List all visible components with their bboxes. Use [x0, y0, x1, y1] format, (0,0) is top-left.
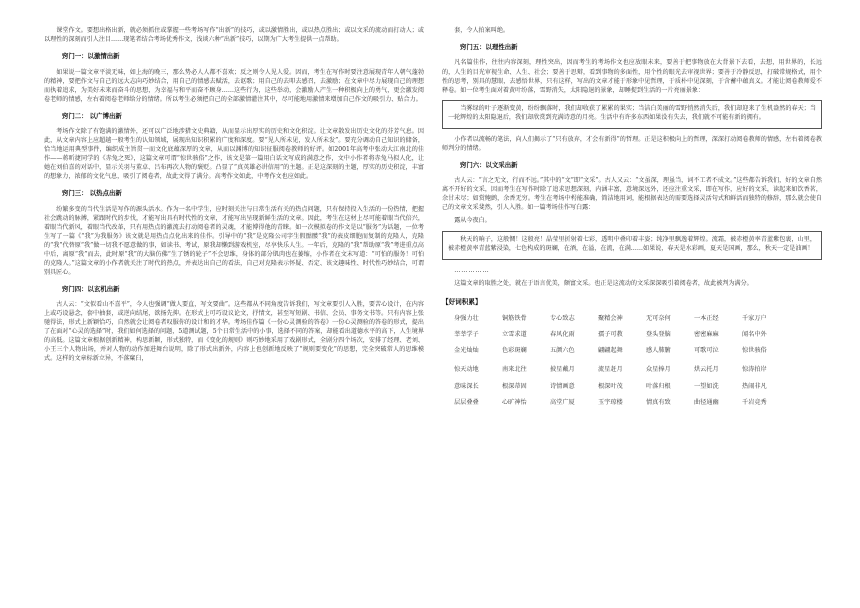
section-heading: 窍门六：以文采出新 [460, 160, 518, 169]
vocab-row [454, 314, 822, 323]
vocab-word: 南来北往 [502, 366, 527, 374]
section-heading: 窍门四：以玄机出新 [62, 284, 120, 293]
section-heading: 窍门一：以激情出新 [62, 52, 120, 61]
vocab-word: 一望如洗 [694, 382, 719, 390]
vocab-word: 根深蒂固 [502, 382, 527, 390]
vocab-word: 叶落归根 [646, 382, 671, 390]
vocab-word: 身强力壮 [454, 314, 479, 322]
vocab-list [442, 314, 822, 407]
body-paragraph: 这篇文章的取胜之处，就在于语言优美，颇富文采。也正是这流动的文采深深吸引着阅卷者，故此被判为满分。 [454, 280, 753, 288]
vocab-word: 春风化雨 [550, 331, 575, 339]
vocab-word: 孺子可教 [598, 331, 623, 339]
vocab-word: 感人肺腑 [646, 347, 671, 355]
vocab-word: 立雪求道 [502, 331, 527, 339]
vocab-word: 专心致志 [550, 314, 575, 322]
vocab-word: 诗情画意 [550, 382, 575, 390]
section-heading: 窍门五：以理性出新 [460, 43, 518, 52]
left-column [44, 26, 424, 367]
vocab-word: 披星戴月 [550, 366, 575, 374]
vocab-word: 闻名中外 [742, 331, 767, 339]
right-column [442, 26, 822, 414]
body-paragraph: 小作者以流畅的笔法，向人们揭示了“只有放弃，才会有新得”的哲理。正是这积极向上的哲理，深深打动阅卷教师的情感，左右着阅卷教师判分的情绪。 [442, 135, 822, 152]
vocab-word: 曲径通幽 [694, 398, 719, 406]
vocab-row [454, 398, 822, 407]
vocab-word: 铜筋铁骨 [502, 314, 527, 322]
vocab-word: 五颜六色 [550, 347, 575, 355]
vocab-word: 登头登脑 [646, 331, 671, 339]
quote-paragraph: 当雾绿的叶子逐渐变黄，纷纷飘落时，我们却收获了累累的果实；当洁白美丽的雪野悄然消失后，我们却迎来了生机盎然的春天；当一轮辉煌的太阳隐退后，我们却欣赏到充满诗意的月亮。生活中有许多东西如果没有失去，我们就不可能有新的拥有。 [448, 104, 816, 121]
vocab-word: 色彩斑斓 [502, 347, 527, 355]
body-paragraph: 古人云：“言之无文，行而不远。”其中的“文”即“文采”。古人又云：“文虽深，理虽当，词不工者不成文。”这些都告诉我们，好的文章自然离不开好的文采，因而考生在写作时除了追求思想深刻，内涵丰富，意境深远外，还应注重文采，即在写作，应好的文采，读起来如饮香茗，余甘未尽；如赏鲍鹧，余香无穷。考生在考场中枵能准确，简洁地用词，能根据表达的需要选择灵活句式和鲜活而独特的修辞，那么就会使自己的文章文采斐然，引人入胜。如一篇考场佳作写白露： [442, 177, 822, 212]
vocab-word: 热闹非凡 [742, 382, 767, 390]
vocab-word: 根深叶茂 [598, 382, 623, 390]
body-paragraph: 纷繁多变的当代生活是写作的源头活水。作为一名中学生，应时刻关注与日常生活有关的热点问题，只有保持投入生活的一份热情，把握社会跳动的脉搏，紧跟时代的步伐，才能写出具有时代性的文章，才能写出呈现新鲜生活的文章。因此，考生在这材上尽可能着眼当代倍兴，着眼当代新风，着眼当代改革，只有用热点的激流去打动阅卷者的灵魂，才能博得他的青睐。如一次模拟卷的作文是以“服务”为话题，一位考生写了一篇《“我”为我服务》该文就是用热点点化出来的佳作。引导中的“我”是克隆公司字生假骷髅“我”的表皮细胞而复制的克隆人，克隆的“我”代替原“我”做一切我不愿意做的事，如读书、考试，原我却懒到游戏机室，尽享快乐人生。一年后，克隆的“我”帮助原“我”考进重点高中后，离原“我”而去，此时原“我”的大脑仿佛“生了锈的轮子”不会思维，身体的部分肌肉也在萎缩，小作者在文末写道：“可怕的服务！可怕的克隆人。”这篇文章的小作者就关注了时代的热点，并表达出自己的看法，自己对克隆表示怀疑、否定、该文趣味性、时代性巧妙结合，可谓别具匠心。 [44, 205, 424, 276]
body-paragraph: 考场作文除了有饱满的激情外，还可以广泛地涉猎文史典籍，从而显示出厚实的历史和文化积淀。让文章散发出历史文化的芬芳气息。因此，从文章内容上应超越一般考生的认知领域，展现出知识积累的广度和深度。要“见人所未见，发人所未发”。要充分调动自己知识的储备，恰当地运用典型事件，编织成主旨贯一而文化底蕴深厚的文章，从而以渊博的知识征服阅卷教师的好评。如2001年高考中张动大江南北的佳作——蒋昕捷同学的《赤兔之死》，这篇文章可谓“惊世骇俗”之作，该文是第一篇用白话文写成的满意之作，文中小作者将赤兔马拟人化，让她在刘伯喜的对话中，显示关羽与董卓、吕布再次人物的褒贬。凸显了“真英雄必讲信用”的主题。正是这深刻的主题，厚实的历史积淀，丰富的想象力，浓郁的文化气息，吸引了阅卷者，故此文得了满分。高考作文如此，中考作文也应如此。 [44, 128, 424, 181]
vocab-row [454, 365, 822, 374]
continuation-text: 套，令人拍案叫绝。 [454, 27, 510, 34]
vocab-row [454, 346, 822, 355]
vocab-word: 聚精会神 [598, 314, 623, 322]
vocab-word: 情真有致 [646, 398, 671, 406]
vocab-word: 意味深长 [454, 382, 479, 390]
vocab-word: 密密麻麻 [694, 331, 719, 339]
vocab-word: 千家万户 [742, 314, 767, 322]
body-paragraph: 古人云：“文似看山不喜平”，今人也强调“做人要直，写文要曲”。这些都从不同角度告诉我们，写文章要引人入胜，要苦心设计，在内容上或巧设悬念，套中抽套，或逆向结尾，欲扬先抑。在形式上可巧设议论文，抒情文，甚至写短剧、书信、会员、事务文书等。只有内容上张驰得法，形式上新颖恰巧，自然就会让阅卷者叹服你的设计和的才华。考场佳作篇《一份心灵测验的答卷》一份心灵测验的答卷的形式，提出了在面对“心灵的选择”时，我们如何选择的问题，5道测试题，5个日常生活中的小事，选择不同的答案，却能看出道德水平的高下，人生境界的高低。这篇文章根据创新精神，构思新颖，形式独特，而《变化的规则》则巧妙地采用了戏剧形式，全剧分四个场次，安排了经理、老刘、小王三个人物出场，并对人物的动作加进舞台说明，除了形式出新外，内容上也创新地反映了“规则要变化”的思想，完全突破常人的思维模式。这样的文章标新立异，不落窠臼， [44, 301, 424, 363]
vocab-word: 惊世骇俗 [742, 347, 767, 355]
vocab-word: 众星捧月 [646, 366, 671, 374]
body-paragraph: 如果说一篇文章平淡无味，如上海的晚三，那么势必人人都不喜欢；反之则令人见人爱。因而，考生在写作时要注意展现青年人朝气蓬勃的精神，要把作文与自己的远大志向巧妙结合，用自己的情感去赋活，去讴歌；用自己的去叩去感召，去激励；在文章中尽力展现自己的理想而执着追求，为美好未来而奋斗的思想，为幸福与和平而奋不顾身……这些行为，这些举动，会激励人产生一种积极向上的勇气，更会激发阅卷老师的情感，左右着阅卷老师给分的情绪。所以考生必须把自己的全部激情灌注其中，尽可能地用激情来增加自己作文的吸引力、贴合力。 [44, 68, 424, 103]
section-heading: 窍门三： 以热点出新 [62, 189, 122, 198]
vocab-word: 惊涛拍岸 [742, 366, 767, 374]
vocab-title: 【好词积累】 [442, 298, 482, 307]
intro-paragraph: 课堂作文。要想出格出新，就必须抓住或掌握一些考场写作“出新”的技巧，或以激情胜出，或以热点胜出；或以文采的流动而打动人；或以理性的深刻而引人注目……现笔者结合考场优秀作文，浅谈六种“出新”技巧，以期为广大考生提供一点帮助。 [44, 27, 424, 44]
vocab-word: 心旷神怡 [502, 398, 527, 406]
ellipsis-line: …………… [454, 267, 490, 275]
vocab-word: 玉宇琼楼 [598, 398, 623, 406]
vocab-row [454, 330, 822, 339]
vocab-word: 烘云托月 [694, 366, 719, 374]
quote-box [442, 100, 822, 129]
vocab-word: 一本正经 [694, 314, 719, 322]
vocab-word: 翩翩起舞 [598, 347, 623, 355]
vocab-word: 莘莘学子 [454, 331, 479, 339]
poem-title: 露从今夜白。 [454, 217, 491, 225]
body-paragraph: 凡名篇佳作，往往内容深刻，理性突出，因而考生的考场作文也应放眼未来，要善于把事物放在大背景下去看，去想，用世界的，长远的，人生的目光审视生命、人生、社会；要善于思辩，看到事物的多面性，用个性的眼光去审视世界；要善于冷静反思，打破常规格式，用个性的思考，别具的慧眼，去感悟世界，只有这样，写出的文章才能于形象中见哲理，于质朴中见深刻，于含蓄中蕴真义。才能让阅卷教师爱不释卷。如一位考生面对着黄叶纷落，雪野消失，太阳隐退的景象，却睡捉到生活的一片亮丽景象： [442, 59, 822, 94]
quote-paragraph: 秋天的晌子，这般惆！这般亮！晶莹里折射着七彩，透明中叠印着丰姿；纯净里飘逸着辉煌。流霜，被赤橙黄率青蓝紫包裹，山里，被赤橙黄率青蓝紫浸染，七色构成的斑斓，在酒，在溢，在流，在满……如果说，春天是水彩画，夏天是国画，那么，秋天一定是油画！ [448, 236, 816, 253]
vocab-word: 金光灿灿 [454, 347, 479, 355]
vocab-word: 层层叠叠 [454, 398, 479, 406]
vocab-row [454, 382, 822, 391]
vocab-word: 高堂广厦 [550, 398, 575, 406]
vocab-word: 无可奈何 [646, 314, 671, 322]
vocab-word: 惊天动地 [454, 366, 479, 374]
vocab-word: 千岩竞秀 [742, 398, 767, 406]
quote-box [442, 231, 822, 260]
section-heading: 窍门二： 以广博出新 [62, 111, 122, 120]
vocab-word: 流星赶月 [598, 366, 623, 374]
vocab-word: 可歌可泣 [694, 347, 719, 355]
